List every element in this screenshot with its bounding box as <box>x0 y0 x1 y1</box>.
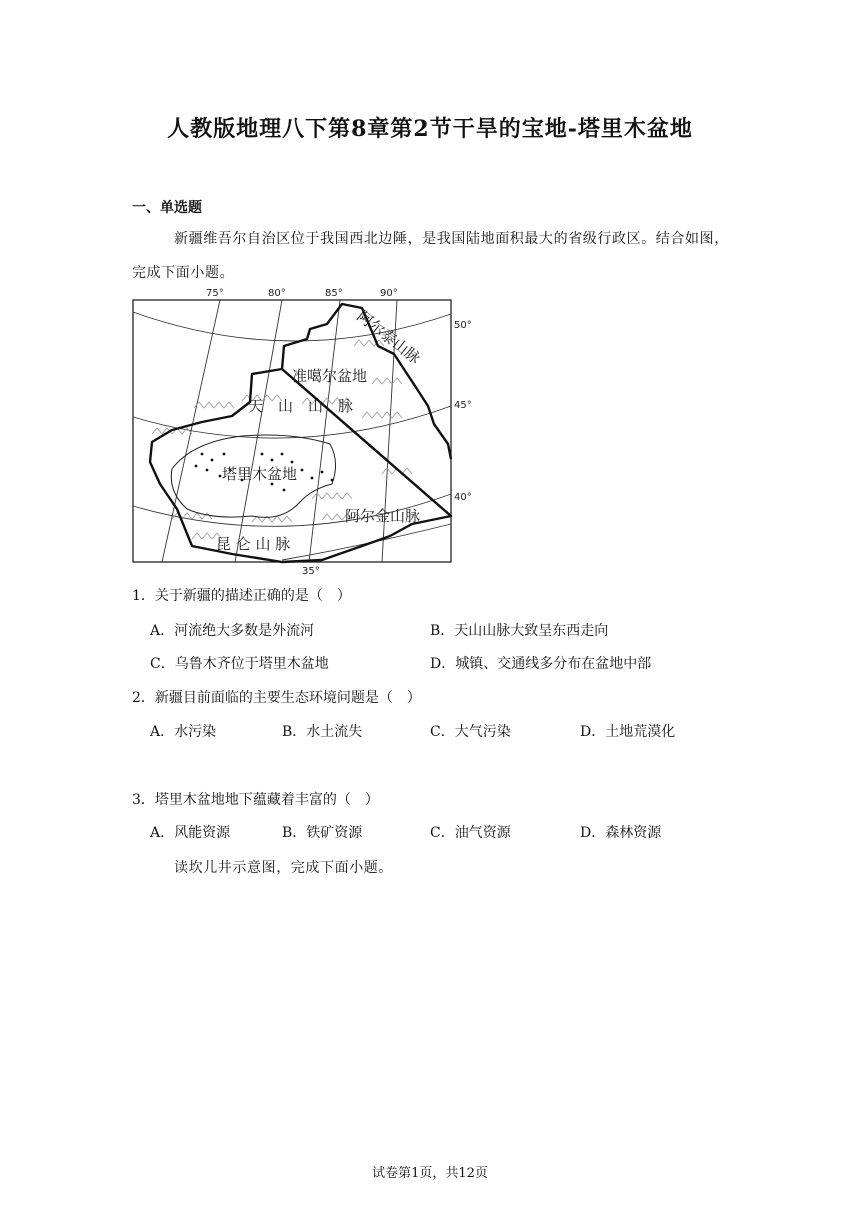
altai-mountains-label: 阿尔泰山脉 <box>353 306 424 368</box>
question-3-stem: 3．塔里木盆地地下蕴藏着丰富的（ ） <box>132 792 379 808</box>
junggar-basin-label: 准噶尔盆地 <box>292 367 368 385</box>
xinjiang-map <box>132 284 472 576</box>
page-title: 人教版地理八下第8章第2节干旱的宝地-塔里木盆地 <box>167 116 693 142</box>
question-1-stem: 1．关于新疆的描述正确的是（ ） <box>132 588 351 604</box>
lat-label-35: 35° <box>302 566 320 576</box>
altun-mountains-label: 阿尔金山脉 <box>345 507 421 525</box>
q3-option-c[interactable]: C．油气资源 <box>430 825 511 841</box>
lat-label-45: 45° <box>454 400 472 411</box>
q3-option-b[interactable]: B．铁矿资源 <box>282 825 363 841</box>
q3-option-a[interactable]: A．风能资源 <box>150 825 231 841</box>
page-footer: 试卷第1页，共12页 <box>372 1166 488 1181</box>
intro-paragraph: 新疆维吾尔自治区位于我国西北边陲，是我国陆地面积最大的省级行政区。结合如图，完成下面小题。 <box>132 231 729 281</box>
kunlun-mountains-label: 昆 仑 山 脉 <box>216 535 291 553</box>
q1-option-d[interactable]: D．城镇、交通线多分布在盆地中部 <box>430 656 652 672</box>
lon-label-90: 90° <box>380 288 398 299</box>
q2-option-b[interactable]: B．水土流失 <box>282 724 363 740</box>
q2-option-d[interactable]: D．土地荒漠化 <box>580 724 676 740</box>
tianshan-mountains-label: 天 山 山 脉 <box>248 397 354 415</box>
reading-prompt: 读坎儿井示意图，完成下面小题。 <box>174 860 393 876</box>
tarim-basin-label: 塔里木盆地 <box>222 465 298 483</box>
lon-label-75: 75° <box>206 288 224 299</box>
lon-label-85: 85° <box>325 288 343 299</box>
q1-option-a[interactable]: A．河流绝大多数是外流河 <box>150 623 315 639</box>
question-2-stem: 2．新疆目前面临的主要生态环境问题是（ ） <box>132 690 421 706</box>
lat-label-40: 40° <box>454 492 472 503</box>
lon-label-80: 80° <box>268 288 286 299</box>
q1-option-b[interactable]: B．天山山脉大致呈东西走向 <box>430 623 609 639</box>
section-heading: 一、单选题 <box>132 200 202 216</box>
q3-option-d[interactable]: D．森林资源 <box>580 825 662 841</box>
q2-option-a[interactable]: A．水污染 <box>150 724 217 740</box>
q1-option-c[interactable]: C．乌鲁木齐位于塔里木盆地 <box>150 656 329 672</box>
lat-label-50: 50° <box>454 320 472 331</box>
q2-option-c[interactable]: C．大气污染 <box>430 724 511 740</box>
